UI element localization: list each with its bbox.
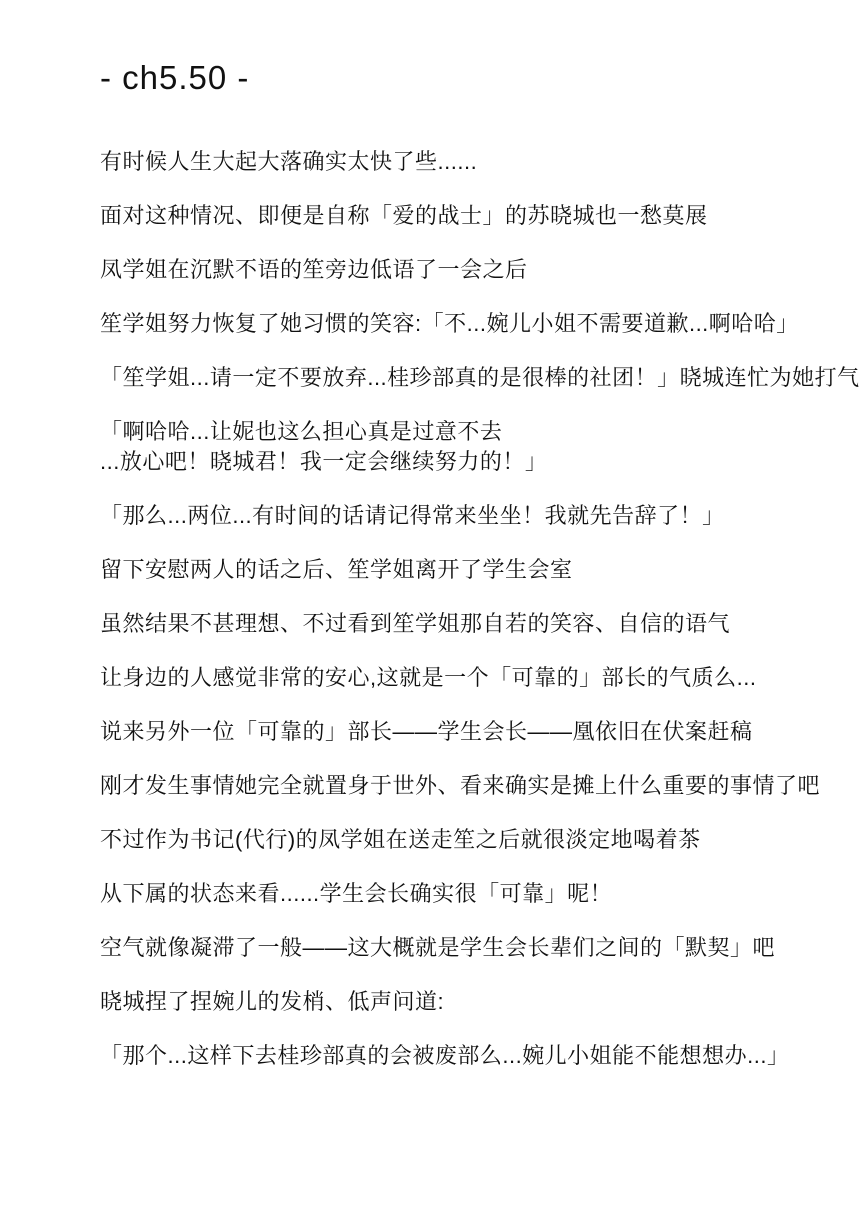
paragraph [100, 417, 808, 477]
text-line: 笙学姐努力恢复了她习惯的笑容:「不...婉儿小姐不需要道歉...啊哈哈」 [100, 311, 799, 336]
paragraph [100, 771, 821, 801]
text-line: 有时候人生大起大落确实太快了些...... [100, 149, 478, 174]
paragraph [100, 987, 808, 1017]
text-line: 让身边的人感觉非常的安心,这就是一个「可靠的」部长的气质么... [100, 665, 757, 690]
text-line: ...放心吧！晓城君！我一定会继续努力的！」 [100, 449, 548, 474]
body-text [100, 147, 860, 1071]
text-line: 从下属的状态来看......学生会长确实很「可靠」呢！ [100, 881, 613, 906]
paragraph [100, 309, 808, 339]
text-line: 「那么...两位...有时间的话请记得常来坐坐！我就先告辞了！」 [100, 503, 725, 528]
text-line: 不过作为书记(代行)的凤学姐在送走笙之后就很淡定地喝着茶 [100, 827, 701, 852]
paragraph [100, 1041, 808, 1071]
text-line: 「那个...这样下去桂珍部真的会被废部么...婉儿小姐能不能想想办...」 [100, 1043, 790, 1068]
paragraph [100, 255, 808, 285]
text-line: 空气就像凝滞了一般——这大概就是学生会长辈们之间的「默契」吧 [100, 935, 776, 960]
text-line: 面对这种情况、即便是自称「爱的战士」的苏晓城也一愁莫展 [100, 203, 708, 228]
text-line: 晓城捏了捏婉儿的发梢、低声问道: [100, 989, 445, 1014]
text-line: 说来另外一位「可靠的」部长——学生会长——凰依旧在伏案赶稿 [100, 719, 753, 744]
paragraph [100, 663, 808, 693]
paragraph [100, 201, 808, 231]
paragraph [100, 609, 808, 639]
text-line: 「啊哈哈...让妮也这么担心真是过意不去 [100, 419, 503, 444]
text-line: 刚才发生事情她完全就置身于世外、看来确实是摊上什么重要的事情了吧 [100, 773, 821, 798]
text-line: 留下安慰两人的话之后、笙学姐离开了学生会室 [100, 557, 573, 582]
paragraph [100, 933, 808, 963]
paragraph [100, 717, 808, 747]
paragraph [100, 147, 808, 177]
text-line: 凤学姐在沉默不语的笙旁边低语了一会之后 [100, 257, 528, 282]
paragraph [100, 363, 860, 393]
chapter-title: - ch5.50 - [100, 59, 250, 96]
text-line: 「笙学姐...请一定不要放弃...桂珍部真的是很棒的社团！」晓城连忙为她打气 [100, 365, 860, 390]
paragraph [100, 825, 808, 855]
paragraph [100, 555, 808, 585]
paragraph [100, 501, 808, 531]
text-line: 虽然结果不甚理想、不过看到笙学姐那自若的笑容、自信的语气 [100, 611, 731, 636]
paragraph [100, 879, 808, 909]
